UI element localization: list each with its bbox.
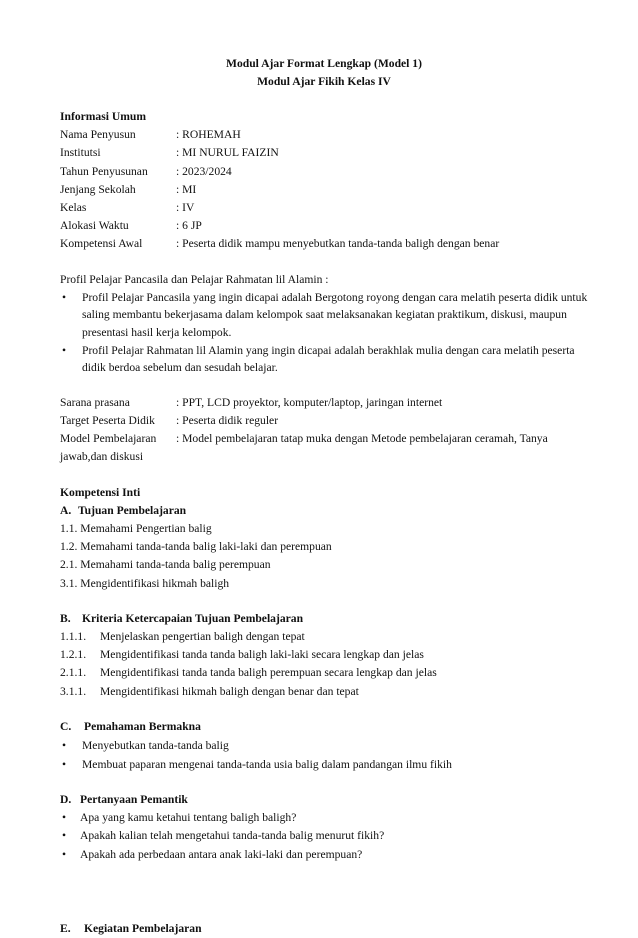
- list-item: [60, 846, 588, 864]
- item-number: 3.1.1.: [60, 684, 87, 698]
- info-label: Sarana prasana: [60, 395, 130, 409]
- info-value: : 2023/2024: [176, 164, 232, 178]
- info-value: : MI NURUL FAIZIN: [176, 146, 279, 160]
- section-heading-e: [60, 920, 588, 938]
- info-label: Institutsi: [60, 146, 101, 160]
- item-number: 1.1.1.: [60, 630, 87, 644]
- bullet-icon: •: [62, 739, 67, 753]
- info-value: : Peserta didik mampu menyebutkan tanda-tanda baligh dengan benar: [176, 237, 500, 251]
- list-item: 1.1. Memahami Pengertian balig: [60, 522, 212, 536]
- section-heading-d: [60, 791, 588, 809]
- list-item: [60, 683, 588, 701]
- bullet-icon: •: [62, 343, 67, 357]
- section-heading-b: [60, 610, 588, 628]
- list-item: [60, 628, 588, 646]
- list-item-text: Mengidentifikasi tanda tanda baligh laki-laki secara lengkap dan jelas: [100, 648, 424, 662]
- section-heading-c: [60, 718, 588, 736]
- info-row: [60, 181, 588, 199]
- list-item: [60, 736, 588, 755]
- list-item: [60, 342, 588, 377]
- item-number: 1.2.1.: [60, 648, 87, 662]
- document-subtitle: Modul Ajar Fikih Kelas IV: [257, 75, 391, 88]
- item-number: 2.1.1.: [60, 666, 87, 680]
- section-title: Tujuan Pembelajaran: [78, 503, 187, 517]
- list-item: 3.1. Mengidentifikasi hikmah baligh: [60, 576, 230, 590]
- info-label: Tahun Penyusunan: [60, 164, 148, 178]
- info-value: : Peserta didik reguler: [176, 414, 279, 427]
- info-row: [60, 144, 588, 162]
- sarana-table: [60, 394, 588, 467]
- info-value: : Model pembelajaran tatap muka dengan Metode pembelajaran ceramah, Tanya: [176, 432, 548, 446]
- info-row: [60, 412, 588, 430]
- info-value: : PPT, LCD proyektor, komputer/laptop, jaringan internet: [176, 395, 443, 409]
- info-row: [60, 199, 588, 217]
- list-item: [60, 646, 588, 664]
- info-label: Jenjang Sekolah: [60, 182, 136, 196]
- info-row: [60, 430, 588, 448]
- bullet-icon: •: [62, 829, 67, 843]
- section-letter: B.: [60, 611, 71, 625]
- info-label: Alokasi Waktu: [60, 219, 129, 233]
- section-title: Kriteria Ketercapaian Tujuan Pembelajaran: [82, 611, 304, 625]
- list-item-text: Menjelaskan pengertian baligh dengan tepat: [100, 630, 305, 644]
- profil-intro: Profil Pelajar Pancasila dan Pelajar Rahmatan lil Alamin :: [60, 272, 329, 286]
- bullet-icon: •: [62, 847, 67, 861]
- list-item-text: Profil Pelajar Pancasila yang ingin dicapai adalah Bergotong royong dengan cara melatih peserta didik untuk saling membantu bekerjasama dalam kelompok saat melaksanakan kegiatan praktikum, diskusi, maupun presentasi hasil kerja kelompok.: [82, 290, 588, 340]
- info-row: [60, 235, 588, 253]
- section-title: Kegiatan Pembelajaran: [84, 921, 202, 935]
- info-row: [60, 163, 588, 181]
- info-value: : 6 JP: [176, 219, 202, 233]
- list-item-text: Mengidentifikasi tanda tanda baligh perempuan secara lengkap dan jelas: [100, 666, 437, 680]
- list-item-text: Mengidentifikasi hikmah baligh dengan benar dan tepat: [100, 684, 359, 698]
- info-row: [60, 217, 588, 235]
- section-letter: C.: [60, 719, 72, 733]
- section-letter: A.: [60, 503, 72, 517]
- document-page: [60, 55, 588, 938]
- section-heading-kompetensi-inti: Kompetensi Inti: [60, 485, 141, 499]
- info-continuation: jawab,dan diskusi: [60, 450, 144, 464]
- list-item-text: Menyebutkan tanda-tanda balig: [82, 739, 229, 753]
- list-item: [60, 755, 588, 774]
- list-item-text: Apakah ada perbedaan antara anak laki-laki dan perempuan?: [80, 847, 363, 861]
- bullet-icon: •: [62, 290, 67, 304]
- list-item: 2.1. Memahami tanda-tanda balig perempuan: [60, 558, 271, 572]
- bullet-icon: •: [62, 758, 67, 772]
- list-item: 1.2. Memahami tanda-tanda balig laki-laki dan perempuan: [60, 540, 332, 554]
- info-row: [60, 126, 588, 144]
- info-value: : IV: [176, 201, 195, 215]
- document-title: Modul Ajar Format Lengkap (Model 1): [226, 57, 422, 70]
- info-label: Model Pembelajaran: [60, 432, 157, 446]
- list-item-text: Profil Pelajar Rahmatan lil Alamin yang ingin dicapai adalah berakhlak mulia dengan cara melatih peserta didik berdoa sebelum dan sesudah belajar.: [82, 343, 575, 375]
- list-item-text: Apa yang kamu ketahui tentang baligh baligh?: [80, 811, 297, 825]
- list-item: [60, 809, 588, 827]
- info-label: Nama Penyusun: [60, 128, 136, 142]
- info-value: : MI: [176, 182, 197, 196]
- section-letter: D.: [60, 793, 72, 807]
- section-title: Pemahaman Bermakna: [84, 719, 201, 733]
- section-letter: E.: [60, 921, 71, 935]
- info-label: Kompetensi Awal: [60, 237, 143, 251]
- info-table: [60, 126, 588, 253]
- bullet-icon: •: [62, 811, 67, 825]
- list-item: [60, 664, 588, 682]
- section-heading-a: [60, 502, 588, 520]
- list-item: [60, 289, 588, 342]
- info-value: : ROHEMAH: [176, 128, 241, 142]
- list-item: [60, 827, 588, 845]
- info-label: Kelas: [60, 201, 87, 215]
- list-item-text: Apakah kalian telah mengetahui tanda-tanda balig menurut fikih?: [80, 829, 385, 843]
- info-row: [60, 394, 588, 412]
- section-title: Pertanyaan Pemantik: [80, 793, 188, 807]
- section-heading-informasi-umum: Informasi Umum: [60, 110, 146, 123]
- list-item-text: Membuat paparan mengenai tanda-tanda usia balig dalam pandangan ilmu fikih: [82, 758, 452, 772]
- info-label: Target Peserta Didik: [60, 414, 155, 427]
